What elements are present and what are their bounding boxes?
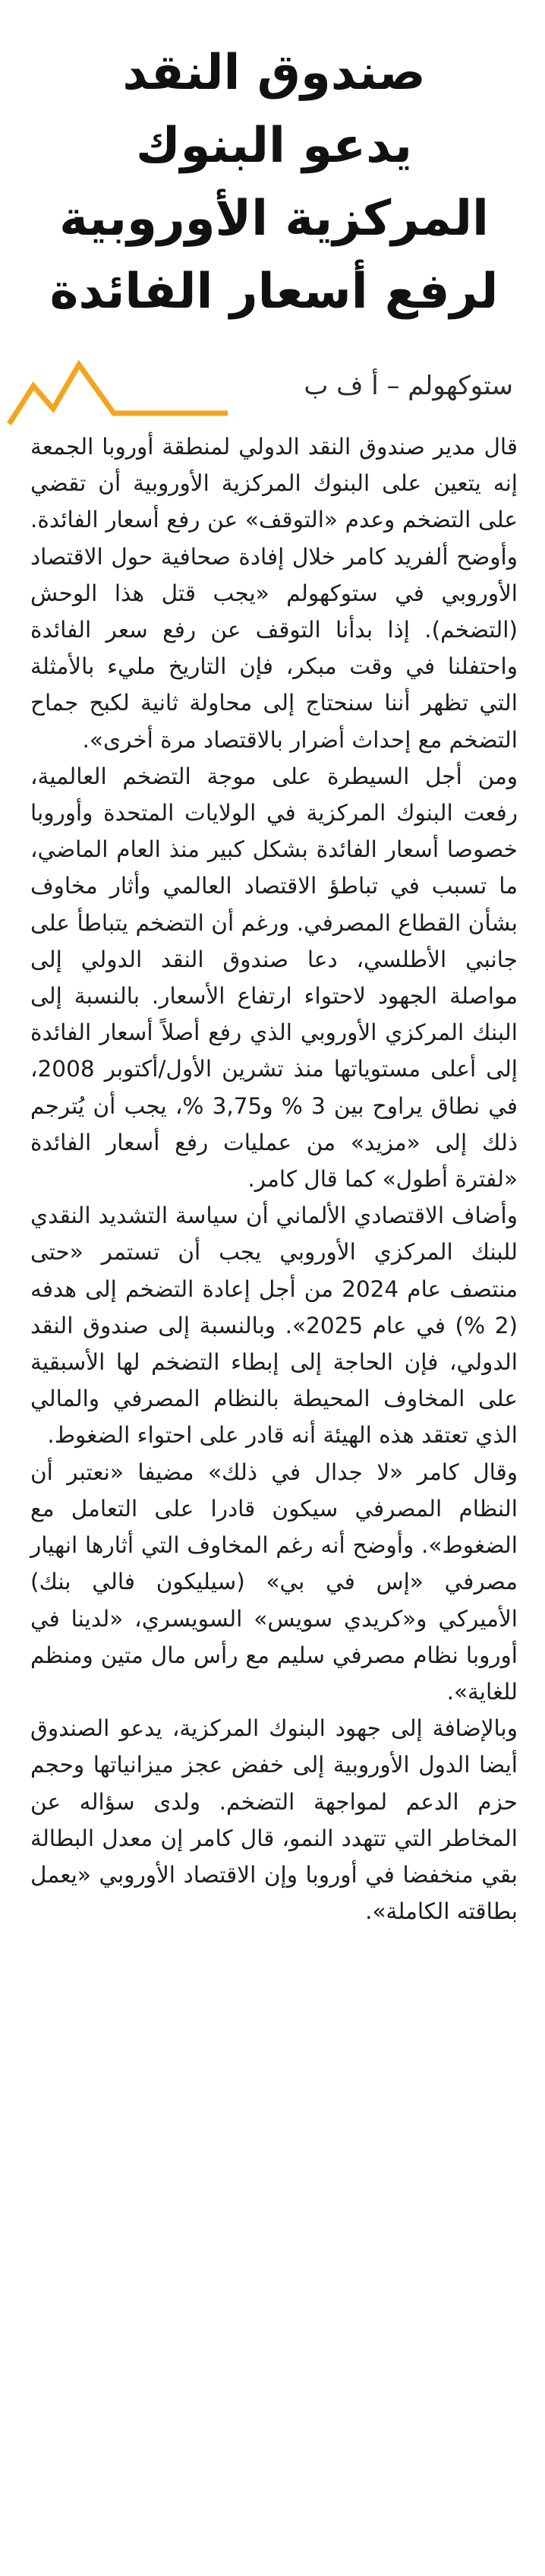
article-paragraph: قال مدير صندوق النقد الدولي لمنطقة أوروبا الجمعة إنه يتعين على البنوك المركزية الأوروبية أن تقضي على التضخم وعدم «التوقف» عن رفع أسعار الفائدة. وأوضح ألفريد كامر خلال إفادة صحافية حول الاقتصاد الأوروبي في ستوكهولم «يجب قتل هذا الوحش (التضخم). إذا بدأنا التوقف عن رفع سعر الفائدة واحتفلنا في وقت مبكر، فإن التاريخ مليء بالأمثلة التي تظهر أننا سنحتاج إلى محاولة ثانية لكبح جماح التضخم مع إحداث أضرار بالاقتصاد مرة أخرى». bbox=[30, 434, 518, 753]
byline: ستوكهولم – أ ف ب bbox=[304, 371, 513, 401]
article-paragraph: ومن أجل السيطرة على موجة التضخم العالمية، رفعت البنوك المركزية في الولايات المتحدة وأوروبا خصوصا أسعار الفائدة بشكل كبير منذ العام الماضي، ما تسبب في تباطؤ الاقتصاد العالمي وأثار مخاوف بشأن القطاع المصرفي. ورغم أن التضخم يتباطأ على جانبي الأطلسي، دعا صندوق النقد الدولي إلى مواصلة الجهود لاحتواء ارتفاع الأسعار. بالنسبة إلى البنك المركزي الأوروبي الذي رفع أصلاً أسعار الفائدة إلى أعلى مستوياتها منذ تشرين الأول/أكتوبر 2008، في نطاق يراوح بين 3 % و3,75 %، يجب أن يُترجم ذلك إلى «مزيد» من عمليات رفع أسعار الفائدة «لفترة أطول» كما قال كامر. bbox=[30, 763, 518, 1193]
byline-row bbox=[30, 339, 518, 428]
article-body bbox=[30, 428, 518, 1930]
article-paragraph: وبالإضافة إلى جهود البنوك المركزية، يدعو الصندوق أيضا الدول الأوروبية إلى خفض عجز ميزانياتها وحجم حزم الدعم لمواجهة التضخم. ولدى سؤاله عن المخاطر التي تتهدد النمو، قال كامر إن معدل البطالة بقي منخفضا في أوروبا وإن الاقتصاد الأوروبي «يعمل بطاقته الكاملة». bbox=[30, 1715, 518, 1925]
article-paragraph: وقال كامر «لا جدال في ذلك» مضيفا «نعتبر أن النظام المصرفي سيكون قادرا على التعامل مع الضغوط». وأوضح أنه رغم المخاوف التي أثارها انهيار مصرفي «إس في بي» (سيليكون فالي بنك) الأميركي و«كريدي سويس» السويسري، «لدينا في أوروبا نظام مصرفي سليم مع رأس مال متين ومنظم للغاية». bbox=[30, 1459, 518, 1705]
headline-line: يدعو البنوك bbox=[135, 118, 413, 174]
headline bbox=[30, 0, 518, 328]
headline-line: لرفع أسعار الفائدة bbox=[49, 264, 499, 320]
headline-line: المركزية الأوروبية bbox=[59, 191, 489, 247]
headline-line: صندوق النقد bbox=[122, 45, 426, 101]
article-paragraph: وأضاف الاقتصادي الألماني أن سياسة التشديد النقدي للبنك المركزي الأوروبي يجب أن تستمر «حتى منتصف عام 2024 من أجل إعادة التضخم إلى هدفه (2 %) في عام 2025». وبالنسبة إلى صندوق النقد الدولي، فإن الحاجة إلى إبطاء التضخم لها الأسبقية على المخاوف المحيطة بالنظام المصرفي والمالي الذي تعتقد هذه الهيئة أنه قادر على احتواء الضغوط. bbox=[30, 1203, 518, 1449]
